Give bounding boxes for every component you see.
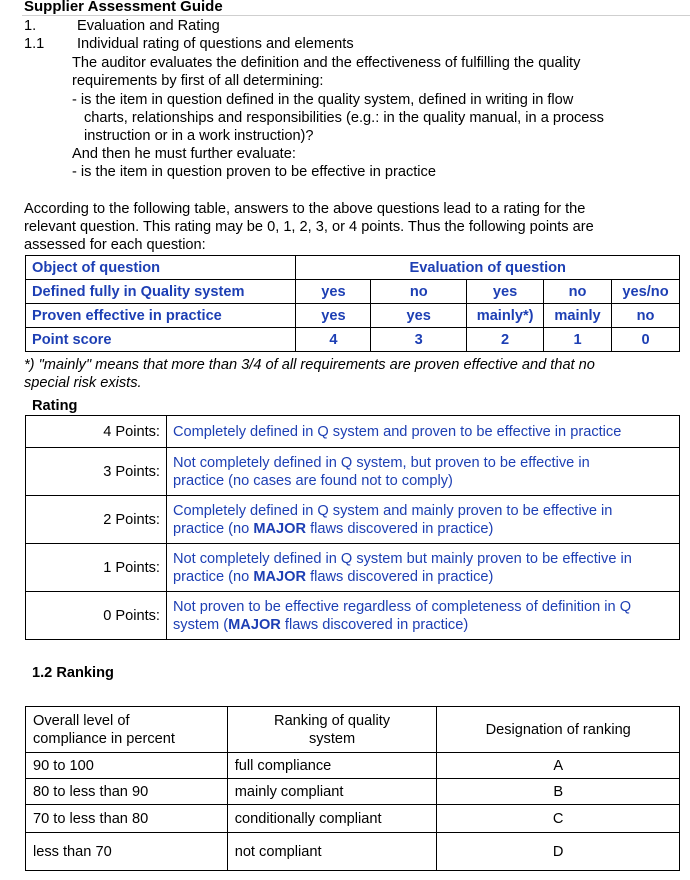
rating-table	[25, 415, 680, 640]
table-row	[26, 416, 680, 448]
quality-ranking-header	[227, 707, 437, 753]
description-text: system (	[173, 616, 229, 633]
bullet-line: - is the item in question proven to be effective in practice	[72, 164, 436, 180]
ranking-heading: 1.2 Ranking	[32, 665, 114, 681]
table-cell: not compliant	[227, 833, 437, 871]
points-description	[167, 416, 680, 448]
table-cell: C	[437, 805, 680, 833]
major-emphasis: MAJOR	[228, 616, 281, 633]
table-cell: no	[544, 280, 612, 304]
table-cell: 3	[371, 328, 467, 352]
description-text: Not completely defined in Q system, but proven to be effective in	[173, 454, 590, 471]
table-row	[26, 496, 680, 544]
table-cell: 4	[296, 328, 371, 352]
header-text: Overall level of	[33, 712, 130, 729]
table-cell: mainly compliant	[227, 779, 437, 805]
intro-line: relevant question. This rating may be 0, 1, 2, 3, or 4 points. Thus the following points are	[24, 219, 594, 235]
paragraph-line: And then he must further evaluate:	[72, 146, 296, 162]
row-label: Proven effective in practice	[26, 304, 296, 328]
table-cell: no	[612, 304, 680, 328]
description-text: flaws discovered in practice)	[280, 616, 469, 633]
table-row	[26, 833, 680, 871]
description-text: flaws discovered in practice)	[306, 520, 494, 537]
table-row	[26, 328, 680, 352]
document-title: Supplier Assessment Guide	[24, 0, 223, 15]
object-of-question-header: Object of question	[26, 256, 296, 280]
header-text: compliance in percent	[33, 730, 175, 747]
table-cell: D	[437, 833, 680, 871]
evaluation-of-question-header: Evaluation of question	[296, 256, 680, 280]
table-cell: full compliance	[227, 753, 437, 779]
ranking-table	[25, 706, 680, 871]
points-label: 2 Points:	[26, 496, 167, 544]
points-label: 0 Points:	[26, 592, 167, 640]
table-cell: mainly*)	[467, 304, 544, 328]
table-cell: yes	[296, 280, 371, 304]
points-description	[167, 544, 680, 592]
compliance-header	[26, 707, 228, 753]
table-cell: no	[371, 280, 467, 304]
points-description	[167, 592, 680, 640]
header-text: system	[308, 730, 356, 747]
bullet-line: instruction or in a work instruction)?	[84, 128, 314, 144]
points-description	[167, 448, 680, 496]
points-label: 1 Points:	[26, 544, 167, 592]
description-text: Not proven to be effective regardless of completeness of definition in Q	[173, 598, 632, 615]
intro-line: assessed for each question:	[24, 237, 206, 253]
section-1-title: Evaluation and Rating	[77, 18, 220, 34]
evaluation-table	[25, 255, 680, 352]
section-1-1-title: Individual rating of questions and elements	[77, 36, 354, 52]
table-cell: yes	[371, 304, 467, 328]
description-text: practice (no	[173, 520, 254, 537]
table-row	[26, 448, 680, 496]
footnote-line: *) "mainly" means that more than 3/4 of all requirements are proven effective and that no	[24, 357, 595, 373]
table-row	[26, 779, 680, 805]
points-description	[167, 496, 680, 544]
description-text: practice (no	[173, 568, 254, 585]
description-text: practice (no cases are found not to comply)	[173, 472, 453, 489]
rating-heading: Rating	[32, 398, 78, 414]
description-text: Not completely defined in Q system but mainly proven to be effective in	[173, 550, 632, 567]
table-cell: 70 to less than 80	[26, 805, 228, 833]
table-row	[26, 753, 680, 779]
table-header-row	[26, 256, 680, 280]
intro-line: According to the following table, answers to the above questions lead to a rating for the	[24, 201, 586, 217]
designation-header	[437, 707, 680, 753]
row-label: Point score	[26, 328, 296, 352]
header-divider	[22, 15, 690, 16]
table-cell: mainly	[544, 304, 612, 328]
header-text: Ranking of quality	[274, 712, 391, 729]
table-row	[26, 592, 680, 640]
table-row	[26, 304, 680, 328]
table-cell: 0	[612, 328, 680, 352]
table-row	[26, 280, 680, 304]
table-cell: B	[437, 779, 680, 805]
table-cell: 90 to 100	[26, 753, 228, 779]
section-1-number: 1.	[24, 18, 37, 34]
table-header-row	[26, 707, 680, 753]
table-row	[26, 544, 680, 592]
description-text: Completely defined in Q system and proven to be effective in practice	[173, 423, 622, 440]
paragraph-line: The auditor evaluates the definition and the effectiveness of fulfilling the quality	[72, 55, 581, 71]
major-emphasis: MAJOR	[253, 568, 307, 585]
table-cell: yes	[467, 280, 544, 304]
description-text: flaws discovered in practice)	[306, 568, 494, 585]
table-row	[26, 805, 680, 833]
section-1-1-number: 1.1	[24, 36, 45, 52]
table-cell: 80 to less than 90	[26, 779, 228, 805]
points-label: 3 Points:	[26, 448, 167, 496]
row-label: Defined fully in Quality system	[26, 280, 296, 304]
table-cell: 2	[467, 328, 544, 352]
points-label: 4 Points:	[26, 416, 167, 448]
table-cell: A	[437, 753, 680, 779]
table-cell: 1	[544, 328, 612, 352]
table-cell: conditionally compliant	[227, 805, 437, 833]
major-emphasis: MAJOR	[253, 520, 307, 537]
paragraph-line: requirements by first of all determining:	[72, 73, 324, 89]
footnote-line: special risk exists.	[24, 375, 142, 391]
header-text: Designation of ranking	[485, 721, 631, 738]
table-cell: yes/no	[612, 280, 680, 304]
description-text: Completely defined in Q system and mainly proven to be effective in	[173, 502, 613, 519]
table-cell: yes	[296, 304, 371, 328]
table-cell: less than 70	[26, 833, 228, 871]
bullet-line: charts, relationships and responsibilities (e.g.: in the quality manual, in a process	[84, 110, 604, 126]
bullet-line: - is the item in question defined in the quality system, defined in writing in flow	[72, 92, 574, 108]
